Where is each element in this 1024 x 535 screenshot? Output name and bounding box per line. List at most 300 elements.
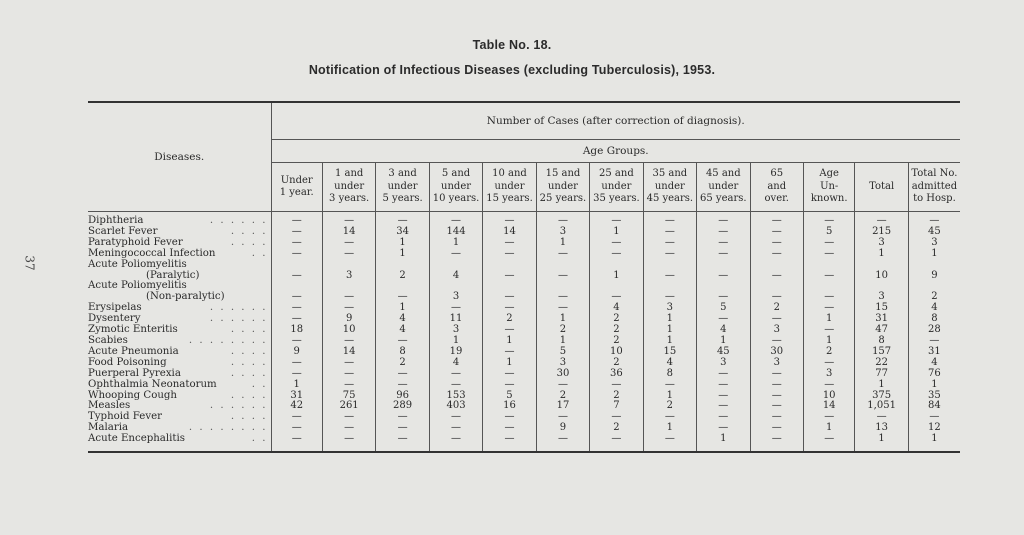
value-cell: 1 (376, 303, 429, 314)
value-cell: — (803, 325, 854, 336)
value-cell: — (855, 412, 908, 423)
value-cell: — (750, 271, 803, 282)
value-cell: — (697, 249, 750, 260)
value-cell: 9 (271, 347, 322, 358)
value-cell: 14 (322, 227, 375, 238)
column-header-line: admitted (911, 180, 958, 192)
value-cell: 2 (536, 325, 589, 336)
value-cell: 1 (643, 314, 696, 325)
value-cell: — (536, 380, 589, 391)
value-cell: 144 (429, 227, 482, 238)
column-header-line: under (654, 180, 685, 192)
value-cell: 17 (536, 401, 589, 412)
disease-name: Malaria (88, 422, 129, 434)
value-cell: — (429, 369, 482, 380)
leader-dots: . . (251, 433, 268, 445)
column-header-line: 65 years. (700, 193, 747, 205)
value-cell: 2 (590, 423, 643, 434)
value-cell: — (750, 391, 803, 402)
value-cell: 215 (855, 227, 908, 238)
value-cell: — (376, 434, 429, 452)
disease-name: Acute Poliomyelitis (88, 258, 187, 270)
value-cell: 3 (750, 358, 803, 369)
column-header-line: under (547, 180, 578, 192)
value-cell: 15 (855, 303, 908, 314)
value-cell: 1 (483, 336, 536, 347)
value-cell: 8 (376, 347, 429, 358)
value-cell: 8 (855, 336, 908, 347)
column-header-line: 35 years. (593, 193, 640, 205)
column-header-line: under (601, 180, 632, 192)
value-cell: 1 (536, 314, 589, 325)
value-cell: — (697, 238, 750, 249)
value-cell: 3 (855, 238, 908, 249)
value-cell: — (590, 249, 643, 260)
value-cell: 15 (643, 347, 696, 358)
value-cell: — (322, 358, 375, 369)
value-cell: 2 (590, 358, 643, 369)
value-cell: 18 (271, 325, 322, 336)
value-cell: — (429, 380, 482, 391)
table-row (88, 212, 960, 227)
value-cell: — (322, 303, 375, 314)
column-header-line: Total No. (911, 168, 958, 180)
value-cell: 1 (483, 358, 536, 369)
column-header-line: 25 years. (539, 193, 587, 205)
value-cell (536, 260, 589, 271)
value-cell: — (590, 412, 643, 423)
leader-dots: . . . . (230, 356, 268, 368)
column-header-line: to Hosp. (913, 193, 956, 205)
value-cell: — (483, 271, 536, 282)
value-cell: 4 (697, 325, 750, 336)
leader-dots: . . . . . . (209, 313, 268, 325)
value-cell: — (271, 434, 322, 452)
value-cell: 157 (855, 347, 908, 358)
value-cell: — (271, 314, 322, 325)
value-cell: 34 (376, 227, 429, 238)
table-body (88, 212, 960, 453)
value-cell: 7 (590, 401, 643, 412)
value-cell: 31 (271, 391, 322, 402)
value-cell: 3 (750, 325, 803, 336)
value-cell: — (643, 227, 696, 238)
value-cell: — (855, 212, 908, 227)
value-cell: — (590, 292, 643, 303)
value-cell: 45 (697, 347, 750, 358)
value-cell: — (322, 238, 375, 249)
leader-dots: . . . . (230, 367, 268, 379)
column-header-line: and (767, 180, 787, 192)
value-cell: — (697, 212, 750, 227)
column-header-line: under (708, 180, 739, 192)
table-row (88, 271, 960, 282)
value-cell: — (643, 249, 696, 260)
disease-name: Dysentery (88, 313, 141, 325)
value-cell: 75 (322, 391, 375, 402)
value-cell: 3 (536, 358, 589, 369)
leader-dots: . . . . (230, 411, 268, 423)
value-cell: 28 (908, 325, 960, 336)
value-cell: 1 (908, 434, 960, 452)
value-cell: — (271, 271, 322, 282)
value-cell: 31 (908, 347, 960, 358)
leader-dots: . . . . (230, 236, 268, 248)
value-cell: — (536, 412, 589, 423)
value-cell: 2 (643, 401, 696, 412)
leader-dots: . . . . . . (209, 400, 268, 412)
value-cell: 96 (376, 391, 429, 402)
value-cell: 47 (855, 325, 908, 336)
value-cell: 3 (322, 271, 375, 282)
value-cell: 3 (697, 358, 750, 369)
disease-name: Diphtheria (88, 215, 144, 226)
column-header-line: Age (819, 168, 839, 180)
disease-name: Measles (88, 400, 131, 412)
column-header (750, 163, 803, 212)
value-cell (697, 260, 750, 271)
value-cell: 45 (908, 227, 960, 238)
disease-name: Typhoid Fever (88, 411, 162, 423)
age-groups-header: Age Groups. (271, 140, 960, 163)
value-cell (908, 260, 960, 271)
column-header-line: 10 years. (432, 193, 480, 205)
value-cell: — (322, 369, 375, 380)
value-cell (750, 260, 803, 271)
column-header (697, 163, 750, 212)
value-cell: — (750, 314, 803, 325)
disease-name: Acute Encephalitis (88, 433, 185, 445)
table-row (88, 380, 960, 391)
value-cell: 261 (322, 401, 375, 412)
value-cell: 4 (590, 303, 643, 314)
column-header-line: over. (764, 193, 789, 205)
value-cell: — (271, 303, 322, 314)
value-cell: — (697, 423, 750, 434)
value-cell: — (376, 412, 429, 423)
table-row (88, 369, 960, 380)
disease-name: Puerperal Pyrexia (88, 367, 181, 379)
value-cell: — (750, 238, 803, 249)
value-cell: — (750, 212, 803, 227)
value-cell: 14 (483, 227, 536, 238)
table-subtitle: Notification of Infectious Diseases (excluding Tuberculosis), 1953. (308, 63, 716, 77)
value-cell: — (271, 292, 322, 303)
value-cell: — (271, 227, 322, 238)
value-cell: — (803, 271, 854, 282)
value-cell: — (590, 212, 643, 227)
value-cell (376, 260, 429, 271)
value-cell: — (271, 238, 322, 249)
value-cell: 11 (429, 314, 482, 325)
value-cell: — (750, 249, 803, 260)
value-cell: — (483, 412, 536, 423)
value-cell: 1 (908, 249, 960, 260)
leader-dots: . . (251, 378, 268, 390)
value-cell: 1 (697, 434, 750, 452)
value-cell: 4 (643, 358, 696, 369)
value-cell: 3 (855, 292, 908, 303)
column-header (536, 163, 589, 212)
value-cell: — (643, 380, 696, 391)
value-cell: — (536, 434, 589, 452)
value-cell: — (271, 358, 322, 369)
value-cell: — (483, 434, 536, 452)
leader-dots: . . . . (230, 324, 268, 336)
value-cell: — (271, 369, 322, 380)
value-cell: — (429, 423, 482, 434)
value-cell: — (697, 391, 750, 402)
value-cell: 1 (271, 380, 322, 391)
value-cell: 4 (429, 358, 482, 369)
column-header (376, 163, 429, 212)
table-row (88, 249, 960, 260)
disease-name-cell (88, 260, 271, 271)
column-header (908, 163, 960, 212)
table-row (88, 434, 960, 452)
value-cell: 2 (750, 303, 803, 314)
value-cell: — (750, 423, 803, 434)
value-cell: — (803, 412, 854, 423)
value-cell: — (750, 434, 803, 452)
value-cell: — (376, 292, 429, 303)
disease-name: Whooping Cough (88, 389, 177, 401)
value-cell: — (483, 380, 536, 391)
disease-name: Paratyphoid Fever (88, 236, 183, 248)
value-cell: — (750, 369, 803, 380)
disease-name: Meningococcal Infection (88, 247, 216, 259)
value-cell: 1 (429, 238, 482, 249)
value-cell: — (643, 238, 696, 249)
leader-dots: . . . . (230, 225, 268, 237)
value-cell: — (483, 347, 536, 358)
column-header-line: 10 and (492, 168, 527, 180)
value-cell: 1 (643, 325, 696, 336)
value-cell: — (750, 380, 803, 391)
value-cell (483, 260, 536, 271)
value-cell: 2 (376, 271, 429, 282)
value-cell: 76 (908, 369, 960, 380)
value-cell: 9 (908, 271, 960, 282)
value-cell: — (322, 249, 375, 260)
table-row (88, 260, 960, 271)
value-cell: 1 (643, 391, 696, 402)
column-header-line: Under (280, 174, 313, 186)
value-cell: — (803, 358, 854, 369)
disease-name-cell (88, 212, 271, 227)
value-cell: 35 (908, 391, 960, 402)
value-cell: — (908, 412, 960, 423)
value-cell: 375 (855, 391, 908, 402)
column-header (590, 163, 643, 212)
value-cell: 1 (536, 336, 589, 347)
value-cell: — (429, 434, 482, 452)
value-cell: — (483, 303, 536, 314)
value-cell: 4 (429, 271, 482, 282)
notification-table (88, 101, 960, 453)
column-header-line: Un- (820, 180, 839, 192)
value-cell: — (483, 212, 536, 227)
leader-dots: . . (251, 247, 268, 259)
value-cell: — (483, 423, 536, 434)
column-header-line: 5 years. (382, 193, 423, 205)
value-cell: 14 (803, 401, 854, 412)
value-cell: 4 (376, 314, 429, 325)
value-cell: — (322, 292, 375, 303)
value-cell: — (590, 380, 643, 391)
value-cell: 9 (536, 423, 589, 434)
value-cell: 1 (536, 238, 589, 249)
column-header-line: 1 and (334, 168, 364, 180)
value-cell: 36 (590, 369, 643, 380)
number-of-cases-header: Number of Cases (after correction of diagnosis). (271, 102, 960, 140)
value-cell: 3 (429, 292, 482, 303)
value-cell: — (483, 249, 536, 260)
value-cell: 5 (536, 347, 589, 358)
disease-name: Food Poisoning (88, 356, 167, 368)
value-cell: 22 (855, 358, 908, 369)
value-cell: 2 (376, 358, 429, 369)
value-cell: — (697, 292, 750, 303)
value-cell: — (429, 412, 482, 423)
disease-name: Zymotic Enteritis (88, 324, 178, 336)
value-cell: — (376, 380, 429, 391)
value-cell (803, 260, 854, 271)
column-header-line: 3 years. (329, 193, 370, 205)
value-cell: 1 (643, 336, 696, 347)
diseases-header: Diseases. (88, 102, 271, 212)
value-cell: — (376, 369, 429, 380)
value-cell: — (429, 303, 482, 314)
value-cell: 5 (803, 227, 854, 238)
value-cell: — (536, 249, 589, 260)
value-cell (322, 260, 375, 271)
column-header-line: 3 and (388, 168, 417, 180)
value-cell: 2 (590, 391, 643, 402)
value-cell: 13 (855, 423, 908, 434)
value-cell: — (271, 249, 322, 260)
value-cell: 9 (322, 314, 375, 325)
disease-name-cell (88, 434, 271, 452)
value-cell: — (750, 227, 803, 238)
column-header-line: 45 and (705, 168, 741, 180)
value-cell: — (376, 212, 429, 227)
value-cell: — (643, 434, 696, 452)
value-cell: 1 (376, 238, 429, 249)
value-cell: 1 (908, 380, 960, 391)
value-cell: 2 (590, 336, 643, 347)
value-cell: — (322, 380, 375, 391)
value-cell: — (271, 423, 322, 434)
value-cell: 1 (429, 336, 482, 347)
leader-dots: . . . . . . . . (188, 422, 268, 434)
leader-dots: . . . . . . . . (188, 334, 268, 346)
value-cell: 3 (803, 369, 854, 380)
column-header-line: 65 (770, 168, 784, 180)
value-cell: — (376, 336, 429, 347)
value-cell: 2 (803, 347, 854, 358)
value-cell: — (322, 423, 375, 434)
value-cell: — (697, 314, 750, 325)
value-cell: — (803, 434, 854, 452)
value-cell: 1 (855, 380, 908, 391)
value-cell: 1 (590, 227, 643, 238)
disease-name: (Non-paralytic) (146, 291, 225, 303)
value-cell: — (643, 271, 696, 282)
value-cell: 289 (376, 401, 429, 412)
column-header (271, 163, 322, 212)
value-cell: 1 (855, 434, 908, 452)
value-cell: 1 (697, 336, 750, 347)
value-cell: 12 (908, 423, 960, 434)
value-cell: — (483, 369, 536, 380)
value-cell: — (271, 336, 322, 347)
value-cell: — (697, 369, 750, 380)
value-cell: — (803, 303, 854, 314)
value-cell: 4 (376, 325, 429, 336)
value-cell: — (322, 434, 375, 452)
disease-name: Erysipelas (88, 302, 142, 314)
column-header (322, 163, 375, 212)
column-header-line: 25 and (599, 168, 634, 180)
value-cell: 1 (376, 249, 429, 260)
value-cell: 1,051 (855, 401, 908, 412)
disease-name: Ophthalmia Neonatorum (88, 378, 217, 390)
column-header-line: under (387, 180, 418, 192)
leader-dots: . . . . (230, 345, 268, 357)
value-cell: 2 (590, 314, 643, 325)
value-cell: 403 (429, 401, 482, 412)
value-cell: — (803, 249, 854, 260)
value-cell (855, 260, 908, 271)
value-cell: 2 (908, 292, 960, 303)
column-header-line: Total (869, 180, 895, 192)
value-cell: 2 (483, 314, 536, 325)
value-cell: — (803, 238, 854, 249)
column-header-line: under (334, 180, 365, 192)
value-cell: — (908, 212, 960, 227)
value-cell: 5 (697, 303, 750, 314)
disease-name: (Paralytic) (146, 269, 200, 281)
column-header (643, 163, 696, 212)
column-header-line: 5 and (441, 168, 471, 180)
value-cell: — (803, 292, 854, 303)
value-cell: — (908, 336, 960, 347)
table-title: Table No. 18. (472, 38, 552, 52)
value-cell: — (643, 412, 696, 423)
value-cell: 1 (803, 423, 854, 434)
leader-dots: . . . . . . (209, 302, 268, 314)
value-cell: 14 (322, 347, 375, 358)
column-header (803, 163, 854, 212)
value-cell: 1 (590, 271, 643, 282)
value-cell: — (271, 412, 322, 423)
value-cell: — (803, 380, 854, 391)
value-cell: 1 (643, 423, 696, 434)
value-cell: — (750, 401, 803, 412)
value-cell: 3 (429, 325, 482, 336)
column-header-line: 1 year. (279, 187, 314, 198)
disease-name: Scarlet Fever (88, 225, 158, 237)
value-cell: — (697, 227, 750, 238)
value-cell: 3 (643, 303, 696, 314)
disease-name: Acute Poliomyelitis (88, 280, 187, 292)
value-cell: — (536, 303, 589, 314)
value-cell: — (750, 412, 803, 423)
value-cell: — (750, 292, 803, 303)
value-cell: — (643, 212, 696, 227)
value-cell: — (697, 412, 750, 423)
